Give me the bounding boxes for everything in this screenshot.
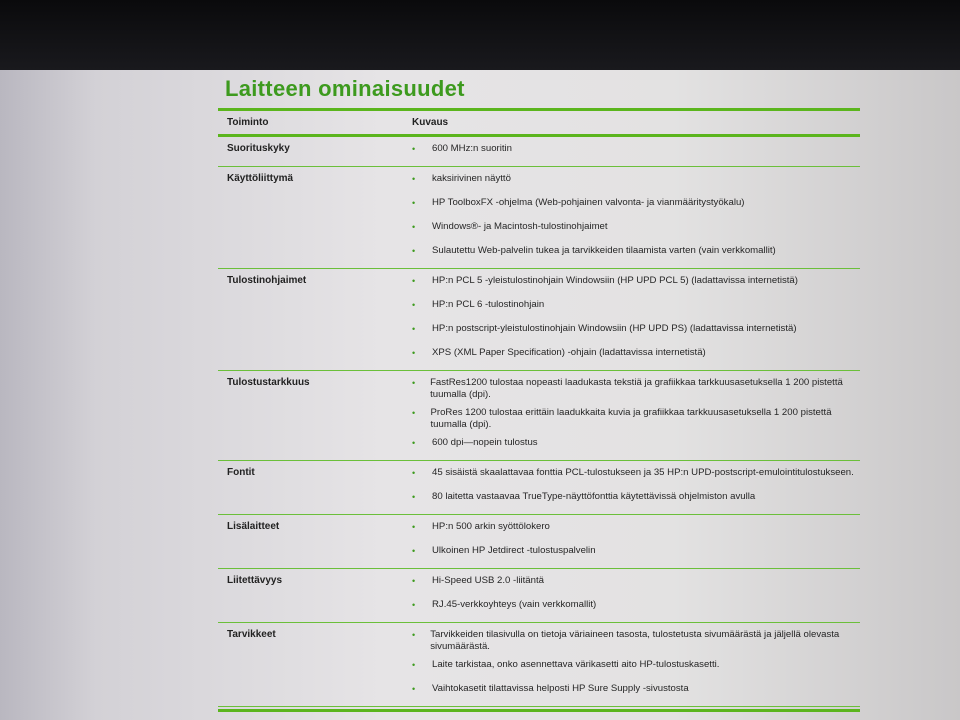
list-item (412, 170, 860, 191)
section-label: Tulostinohjaimet (227, 275, 307, 286)
table-section (218, 515, 860, 569)
bullet-icon: • (412, 324, 416, 334)
section-items (412, 572, 860, 620)
list-item (412, 404, 860, 431)
item-text: Vaihtokasetit tilattavissa helposti HP Sure Supply -sivustosta (432, 683, 689, 694)
bullet-icon: • (412, 546, 416, 556)
table-section (218, 569, 860, 623)
item-text: Hi-Speed USB 2.0 -liitäntä (432, 575, 544, 586)
list-item (412, 464, 860, 485)
document-page (218, 76, 860, 712)
bullet-icon: • (412, 198, 416, 208)
table-header (218, 111, 860, 134)
list-item (412, 218, 860, 239)
bullet-icon: • (412, 684, 416, 694)
bullet-icon: • (412, 300, 416, 310)
list-item (412, 488, 860, 509)
item-text: HP:n PCL 5 -yleistulostinohjain Windowsiin (HP UPD PCL 5) (ladattavissa internetistä) (432, 275, 798, 286)
list-item (412, 572, 860, 593)
list-item (412, 542, 860, 563)
bullet-icon: • (412, 408, 416, 418)
list-item (412, 518, 860, 539)
item-text: HP:n PCL 6 -tulostinohjain (432, 299, 545, 310)
item-text: 45 sisäistä skaalattavaa fonttia PCL-tulostukseen ja 35 HP:n UPD-postscript-emulointitulostukseen. (432, 467, 854, 478)
bullet-icon: • (412, 144, 416, 154)
bullet-icon: • (412, 660, 416, 670)
item-text: HP:n postscript-yleistulostinohjain Windowsiin (HP UPD PS) (ladattavissa internetistä) (432, 323, 797, 334)
list-item (412, 194, 860, 215)
bullet-icon: • (412, 348, 416, 358)
item-text: Windows®- ja Macintosh-tulostinohjaimet (432, 221, 608, 232)
list-item (412, 320, 860, 341)
item-text: Sulautettu Web-palvelin tukea ja tarvikkeiden tilaamista varten (vain verkkomallit) (432, 245, 776, 256)
bullet-icon: • (412, 276, 416, 286)
column-header-feature: Toiminto (227, 117, 269, 128)
section-items (412, 170, 860, 266)
bullet-icon: • (412, 600, 416, 610)
bullet-icon: • (412, 492, 416, 502)
bullet-icon: • (412, 378, 416, 388)
table-section (218, 623, 860, 707)
list-item (412, 626, 860, 653)
item-text: XPS (XML Paper Specification) -ohjain (ladattavissa internetistä) (432, 347, 706, 358)
section-label: Tarvikkeet (227, 629, 276, 640)
table-bottom-rule (218, 709, 860, 712)
item-text: RJ.45-verkkoyhteys (vain verkkomallit) (432, 599, 597, 610)
list-item (412, 656, 860, 677)
list-item (412, 374, 860, 401)
bullet-icon: • (412, 468, 416, 478)
section-items (412, 140, 860, 164)
column-header-description: Kuvaus (412, 117, 449, 128)
item-text: Laite tarkistaa, onko asennettava värikasetti aito HP-tulostuskasetti. (432, 659, 720, 670)
section-label: Suorituskyky (227, 143, 290, 154)
list-item (412, 242, 860, 263)
item-text: HP ToolboxFX -ohjelma (Web-pohjainen valvonta- ja vianmääritystyökalu) (432, 197, 745, 208)
list-item (412, 140, 860, 161)
section-label: Fontit (227, 467, 255, 478)
bullet-icon: • (412, 246, 416, 256)
bullet-icon: • (412, 522, 416, 532)
item-text: 80 laitetta vastaavaa TrueType-näyttöfonttia käytettävissä ohjelmiston avulla (432, 491, 756, 502)
features-table (218, 137, 860, 707)
section-label: Käyttöliittymä (227, 173, 294, 184)
section-items (412, 626, 860, 704)
item-text: Ulkoinen HP Jetdirect -tulostuspalvelin (432, 545, 596, 556)
item-text: 600 MHz:n suoritin (432, 143, 512, 154)
section-items (412, 374, 860, 458)
list-item (412, 434, 860, 455)
table-section (218, 371, 860, 461)
list-item (412, 680, 860, 701)
list-item (412, 272, 860, 293)
monitor-bezel (0, 0, 960, 74)
bullet-icon: • (412, 222, 416, 232)
item-text: HP:n 500 arkin syöttölokero (432, 521, 550, 532)
table-section (218, 461, 860, 515)
list-item (412, 296, 860, 317)
table-section (218, 167, 860, 269)
table-section (218, 137, 860, 167)
section-label: Liitettävyys (227, 575, 283, 586)
item-text: kaksirivinen näyttö (432, 173, 511, 184)
bullet-icon: • (412, 438, 416, 448)
section-label: Tulostustarkkuus (227, 377, 310, 388)
item-text: 600 dpi—nopein tulostus (432, 437, 538, 448)
list-item (412, 596, 860, 617)
item-text: FastRes1200 tulostaa nopeasti laadukasta tekstiä ja grafiikkaa tarkkuusasetuksella 1 200 pistettä tuumalla (dpi). (430, 377, 843, 400)
bullet-icon: • (412, 576, 416, 586)
section-items (412, 272, 860, 368)
section-items (412, 464, 860, 512)
section-items (412, 518, 860, 566)
bullet-icon: • (412, 174, 416, 184)
page-title: Laitteen ominaisuudet (225, 76, 465, 101)
item-text: ProRes 1200 tulostaa erittäin laadukkaita kuvia ja grafiikkaa tarkkuusasetuksella 1 200 pistettä tuumalla (dpi). (430, 407, 832, 430)
item-text: Tarvikkeiden tilasivulla on tietoja väriaineen tasosta, tulostetusta sivumäärästä ja jäljellä olevasta sivumäärästä. (430, 629, 840, 652)
bullet-icon: • (412, 630, 416, 640)
section-label: Lisälaitteet (227, 521, 280, 532)
list-item (412, 344, 860, 365)
table-section (218, 269, 860, 371)
